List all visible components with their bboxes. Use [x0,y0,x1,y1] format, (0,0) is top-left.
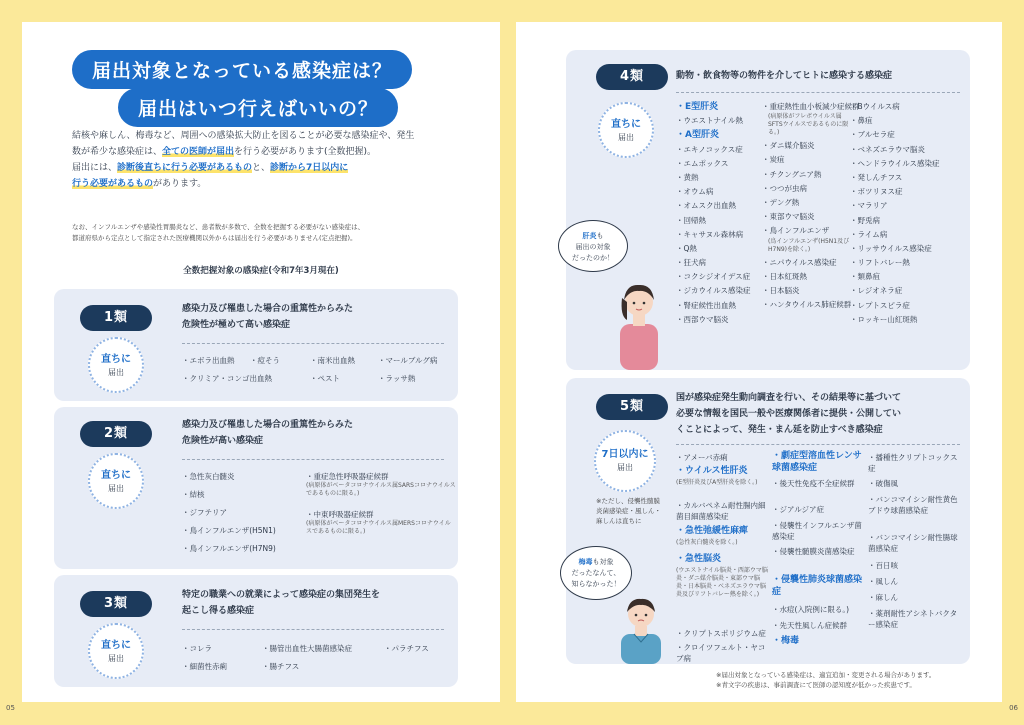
page-number-right: 06 [1009,704,1018,712]
footnote-2: ※青文字の疾患は、事前調査にて医師の認知度が低かった疾患です。 [716,681,916,689]
class3-when-a: 直ちに [101,640,131,651]
disease-item: ・キャサヌル森林病 [676,229,744,239]
class5-card [566,378,970,664]
class1-when-b: 届出 [108,368,124,377]
disease-item: ・ジフテリア [182,508,227,517]
bubble-text: 知らなかった！ [571,580,621,588]
disease-item: ・E型肝炎 [676,102,719,112]
disease-item: ・レジオネラ症 [850,286,903,296]
disease-item: ・腎症候性出血熱 [676,300,736,310]
intro-highlight-all-doctors: 全ての医師が届出 [162,147,235,157]
disease-item: ・エムポックス [676,158,729,168]
class2-desc-line2: 危険性が高い感染症 [182,436,264,446]
disease-item: ・腸管出血性大腸菌感染症 [262,644,352,653]
disease-item: ・鳥インフルエンザ(H7N9) [182,544,276,553]
class2-when-a: 直ちに [101,470,131,481]
class4-label: 4類 [596,64,668,90]
class4-speech-bubble [558,220,628,272]
class5-desc-line3: くことによって、発生・まん延を防止すべき感染症 [676,425,883,435]
class4-timing-badge [598,102,654,158]
class5-desc-line1: 国が感染症発生動向調査を行い、その結果等に基づいて [676,393,902,403]
disease-item: ・狂犬病 [676,258,706,268]
disease-item: ・エボラ出血熱 [182,356,235,365]
disease-item: ・日本脳炎 [762,285,800,295]
nurse-illustration [614,276,664,370]
disease-note [676,479,766,487]
left-page [6,22,500,712]
class4-when-b: 届出 [618,133,634,142]
disease-item: ・A型肝炎 [676,130,719,141]
intro-line-4b: があります。 [153,179,207,189]
disease-item: ・野兎病 [850,215,880,225]
disease-item: ・痘そう [250,356,280,365]
class5-side-note: ※ただし、侵襲性髄膜炎菌感染症・風しん・麻しんは直ちに [596,497,661,525]
bubble-text: も [596,232,604,240]
disease-item: ・水痘(入院例に限る。) [772,605,850,614]
disease-item: ・ボツリヌス症 [850,187,903,197]
disease-item: ・ウエストナイル熱 [676,116,743,126]
class4-column-1 [676,102,766,329]
class3-timing-badge [88,623,144,679]
disease-item: ・クロイツフェルト・ヤコブ病 [676,643,766,663]
class5-divider [676,444,960,445]
sentinel-note [72,222,482,244]
disease-item: ・鳥インフルエンザ(H5N1) [182,526,276,535]
disease-item: ・バンコマイシン耐性黄色ブドウ球菌感染症 [868,495,958,515]
disease-item: ・破傷風 [868,479,898,488]
class2-desc-line1: 感染力及び罹患した場合の重篤性からみた [182,420,354,430]
class1-divider [182,343,444,344]
class1-desc-line2: 危険性が極めて高い感染症 [182,320,291,330]
class5-speech-bubble [560,546,632,600]
disease-item: ・コクシジオイデス症 [676,272,751,282]
intro-highlight-7days: 診断から7日以内に [270,163,349,173]
disease-item-with-note [306,471,456,498]
class1-when-a: 直ちに [101,354,131,365]
intro-highlight-immediate: 診断後直ちに行う必要があるもの [117,163,253,173]
disease-item: ・Bウイルス病 [850,102,900,111]
disease-item: ・ウイルス性肝炎 [676,466,748,476]
disease-item: ・リフトバレー熱 [850,258,910,268]
disease-item: ・細菌性赤痢 [182,662,227,671]
disease-note [676,539,766,547]
disease-item: ・腸チフス [262,662,300,671]
disease-item: ・Q熱 [676,243,697,253]
disease-item: ・レプトスピラ症 [850,300,910,310]
disease-item: ・急性灰白髄炎 [182,472,235,481]
class2-description [182,417,353,449]
disease-item: ・重症急性呼吸器症候群 [306,472,389,481]
class4-when-a: 直ちに [611,119,641,130]
disease-item: ・薬剤耐性アシネトバクター感染症 [868,609,958,629]
bubble-text: だったなんて、 [571,569,621,577]
disease-item: ・オウム病 [676,187,714,197]
class1-description [182,301,353,333]
disease-item: ・マラリア [850,201,888,211]
disease-note: (鳥インフルエンザ(H5N1及びH7N9)を除く。) [768,237,850,253]
class5-label: 5類 [596,394,668,420]
disease-item: ・チクングニア熱 [762,169,822,179]
disease-item: ・ニパウイルス感染症 [762,257,837,267]
disease-item: ・コレラ [182,644,212,653]
disease-item: ・黄熱 [676,172,699,182]
page-number-left: 05 [6,704,15,712]
class3-desc-line2: 起こし得る感染症 [182,606,255,616]
disease-note: (病原体がベータコロナウイルス属MERSコロナウイルスであるものに限る。) [306,520,451,535]
note-line-1: なお、インフルエンザや感染性胃腸炎など、患者数が多数で、全数を把握する必要がない感染症は、 [72,223,365,231]
disease-note-text: (急性灰白髄炎を除く。) [676,539,738,546]
disease-item: ・南米出血熱 [310,356,355,365]
disease-item: ・ジアルジア症 [772,505,825,514]
class5-when-a: 7日以内に [601,449,649,460]
class2-when-b: 届出 [108,484,124,493]
disease-item: ・劇症型溶血性レンサ球菌感染症 [772,451,862,473]
intro-highlight-7days-2: 行う必要があるもの [72,179,154,189]
intro-text [72,128,472,192]
class3-label: 3類 [80,591,152,617]
disease-item: ・麻しん [868,593,898,602]
disease-item: ・梅毒 [772,636,800,646]
disease-item: ・重症熱性血小板減少症候群 [762,102,860,111]
class5-desc-line2: 必要な情報を国民一般や医療関係者に提供・公開してい [676,409,902,419]
disease-item: ・オムスク出血熱 [676,201,736,211]
disease-item: ・侵襲性インフルエンザ菌感染症 [772,521,862,541]
disease-item: ・類鼻疽 [850,272,880,282]
title-pill-2: 届出はいつ行えばいいの？ [118,88,398,127]
class1-label: 1類 [80,305,152,331]
intro-line-3a: 届出には、 [72,163,118,173]
disease-item: ・日本紅斑熱 [762,271,807,281]
right-page [516,22,1018,712]
disease-item: ・ベネズエラウマ脳炎 [850,144,925,154]
title-pill-1: 届出対象となっている感染症は？ [72,50,412,89]
disease-item: ・クリミア・コンゴ出血熱 [182,374,272,383]
disease-item: ・東部ウマ脳炎 [762,212,815,222]
disease-item: ・回帰熱 [676,215,706,225]
disease-item: ・ヘンドラウイルス感染症 [850,158,940,168]
bubble-keyword: 梅毒 [578,558,593,566]
disease-item: ・百日咳 [868,561,898,570]
class5-description [676,390,901,438]
class2-divider [182,459,444,460]
disease-note-text: (E型肝炎及びA型肝炎を除く。) [676,479,758,486]
disease-item: ・炭疽 [762,155,785,165]
class1-desc-line1: 感染力及び罹患した場合の重篤性からみた [182,304,354,314]
disease-item: ・リッサウイルス感染症 [850,243,932,253]
class4-column-2 [762,102,860,314]
class4-column-3 [850,102,960,329]
disease-item: ・ダニ媒介脳炎 [762,141,815,151]
class2-timing-badge [88,453,144,509]
disease-item: ・デング熱 [762,197,800,207]
section-title: 全数把握対象の感染症(令和7年3月現在) [183,266,339,276]
disease-item: ・ロッキー山紅斑熱 [850,314,918,324]
footnote-1: ※届出対象となっている感染症は、適宜追加・変更される場合があります。 [716,671,936,679]
note-line-2: 都道府県から定点として指定された医療機関以外からは届出を行う必要がありません(定点把握)。 [72,234,357,242]
disease-item: ・エキノコックス症 [676,144,743,154]
class3-desc-line1: 特定の職業への就業によって感染症の集団発生を [182,590,381,600]
disease-note: (病原体がベータコロナウイルス属SARSコロナウイルスであるものに限る。) [306,482,456,497]
class4-card [566,50,970,370]
disease-item: ・つつが虫病 [762,183,807,193]
disease-note: (病原体がフレボウイルス属SFTSウイルスであるものに限る。) [768,113,849,137]
disease-item: ・鳥インフルエンザ [762,226,830,236]
disease-item: ・発しんチフス [850,172,903,182]
disease-item: ・風しん [868,577,898,586]
class2-label: 2類 [80,421,152,447]
disease-item: ・ブルセラ症 [850,130,895,140]
class3-description [182,587,380,619]
disease-item: ・急性弛緩性麻痺 [676,526,749,536]
disease-item: ・ペスト [310,374,340,383]
disease-item: ・鼻疽 [850,116,873,126]
class5-when-b: 届出 [617,463,633,472]
class4-description: 動物・飲食物等の物件を介してヒトに感染する感染症 [676,71,893,81]
disease-item: ・結核 [182,490,205,499]
intro-line-3b: と、 [252,163,271,173]
class3-when-b: 届出 [108,654,124,663]
disease-note-text: (ウエストナイル脳炎・西部ウマ脳炎・ダニ媒介脳炎・東部ウマ脳炎・日本脳炎・ベネズエラウマ脳炎及びリフトバレー熱を除く。) [676,567,768,598]
intro-line-2b: を行う必要があります(全数把握)。 [234,147,377,157]
disease-item: ・バンコマイシン耐性腸球菌感染症 [868,533,958,553]
bubble-text: 届出の対象 [575,243,611,251]
class1-card [54,289,458,401]
disease-item: ・カルバペネム耐性腸内細菌目細菌感染症 [676,501,766,521]
disease-item: ・マールブルグ病 [378,356,438,365]
disease-item: ・ジカウイルス感染症 [676,286,751,296]
disease-item: ・播種性クリプトコックス症 [868,453,958,473]
intro-line-2a: 数が希少な感染症は、 [72,147,163,157]
disease-item: ・後天性免疫不全症候群 [772,479,855,488]
class3-card [54,575,458,687]
doctor-illustration [616,594,666,664]
class3-divider [182,629,444,630]
disease-item: ・ラッサ熱 [378,374,416,383]
disease-item: ・中東呼吸器症候群 [306,510,374,519]
disease-item: ・先天性風しん症候群 [772,621,847,630]
disease-item: ・クリプトスポリジウム症 [676,629,766,638]
disease-item: ・侵襲性髄膜炎菌感染症 [772,547,855,556]
class1-timing-badge [88,337,144,393]
disease-item: ・ハンタウイルス肺症候群 [762,300,852,310]
bubble-text: だったのか！ [572,254,614,262]
disease-item-with-note [306,509,456,536]
footnotes [716,670,935,690]
disease-item: ・アメーバ赤痢 [676,453,728,462]
disease-item: ・パラチフス [384,644,429,653]
disease-item: ・西部ウマ脳炎 [676,314,729,324]
bubble-text: も対象 [592,558,614,566]
class2-card [54,407,458,569]
disease-item: ・侵襲性肺炎球菌感染症 [772,575,863,597]
class4-divider [676,92,960,93]
disease-item: ・ライム病 [850,229,888,239]
class5-timing-badge [594,430,656,492]
bubble-keyword: 肝炎 [582,232,597,240]
disease-note [676,567,768,599]
intro-line-1: 結核や麻しん、梅毒など、周囲への感染拡大防止を図ることが必要な感染症や、発生 [72,131,415,141]
disease-item: ・急性脳炎 [676,554,722,564]
